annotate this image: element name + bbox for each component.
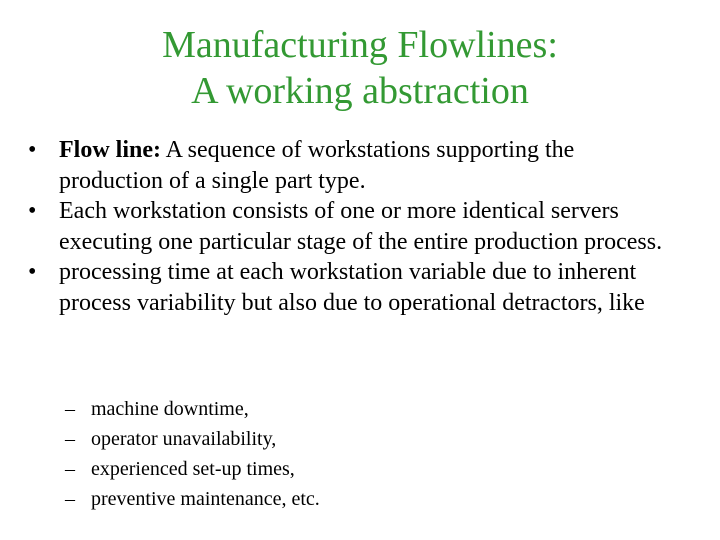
title-line-2: A working abstraction [191, 70, 529, 112]
bullet-item [0, 257, 720, 318]
bullet-list [0, 135, 720, 318]
dash-icon: – [65, 458, 75, 480]
subbullet-item [0, 424, 720, 454]
title-line-1: Manufacturing Flowlines: [162, 24, 558, 66]
subbullet-list [0, 394, 720, 514]
bullet-dot-icon: • [28, 137, 37, 163]
dash-icon: – [65, 428, 75, 450]
bullet-dot-icon: • [28, 259, 37, 285]
bullet-dot-icon: • [28, 198, 37, 224]
bullet-text: A sequence of workstations supporting the production of a single part type. [59, 137, 575, 194]
subbullet-item [0, 484, 720, 514]
dash-icon: – [65, 398, 75, 420]
bullet-lead: Flow line: [59, 137, 161, 163]
subbullet-item [0, 454, 720, 484]
dash-icon: – [65, 488, 75, 510]
slide-title [0, 22, 720, 114]
subbullet-text: experienced set-up times, [91, 458, 295, 480]
bullet-item [0, 196, 720, 257]
subbullet-text: machine downtime, [91, 398, 249, 420]
subbullet-text: operator unavailability, [91, 428, 277, 450]
subbullet-item [0, 394, 720, 424]
bullet-text: Each workstation consists of one or more identical servers executing one particular stage of the entire production process. [59, 198, 663, 255]
bullet-item [0, 135, 720, 196]
bullet-text: processing time at each workstation variable due to inherent process variability but also due to operational detractors, like [59, 259, 645, 316]
subbullet-text: preventive maintenance, etc. [91, 488, 320, 510]
